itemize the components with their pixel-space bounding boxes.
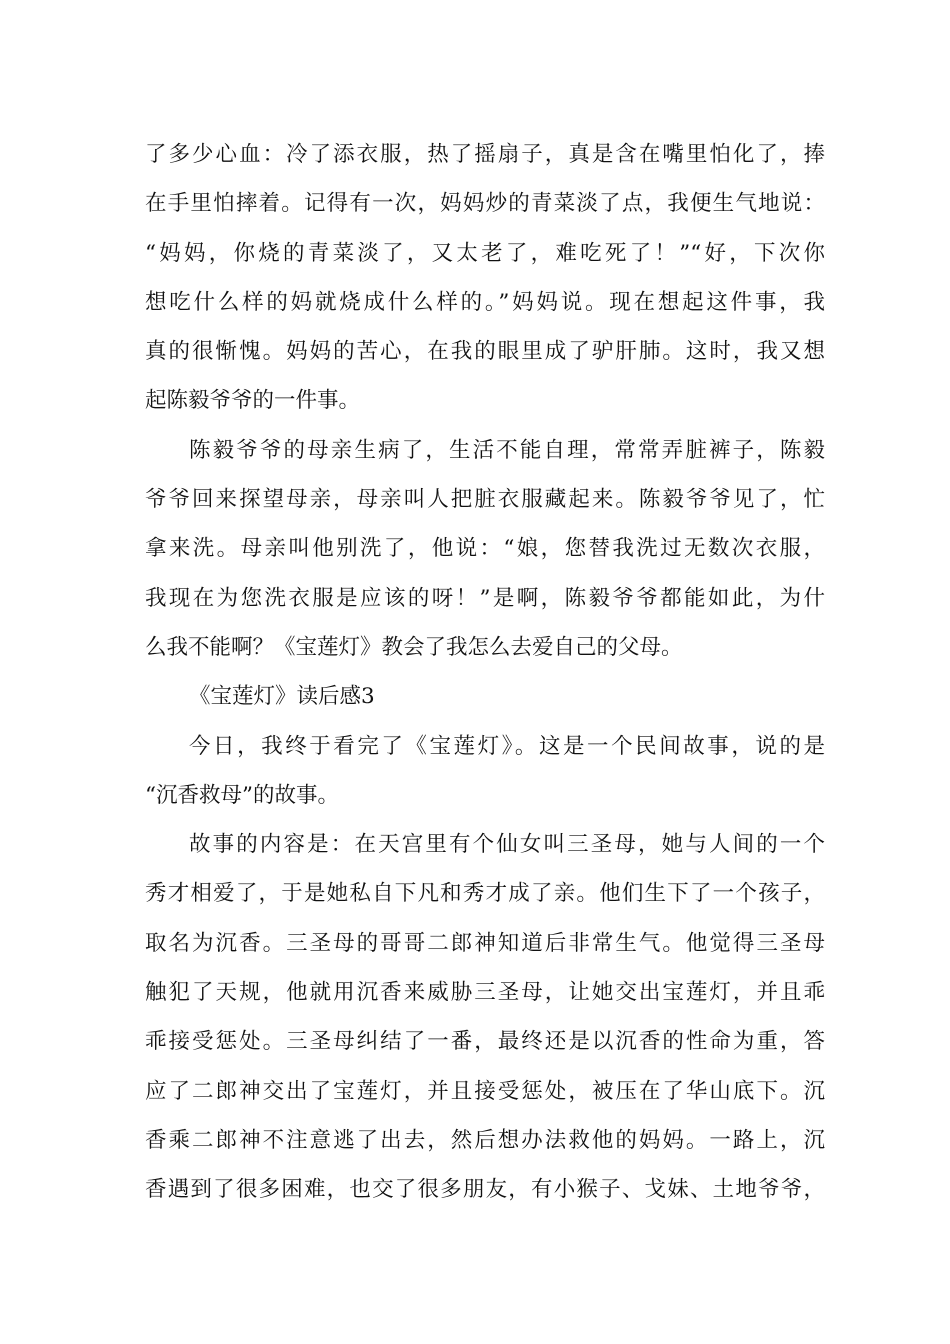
text-line: 香遇到了很多困难，也交了很多朋友，有小猴子、戈妹、土地爷爷， [145, 1177, 825, 1203]
text-line: “妈妈，你烧的青菜淡了，又太老了，难吃死了！”“好，下次你 [145, 240, 825, 266]
text-line: 么我不能啊？《宝莲灯》教会了我怎么去爱自己的父母。 [145, 634, 683, 660]
text-line: 香乘二郎神不注意逃了出去，然后想办法救他的妈妈。一路上，沉 [145, 1127, 825, 1153]
text-line: 了多少心血：冷了添衣服，热了摇扇子，真是含在嘴里怕化了，捧 [145, 142, 825, 167]
paragraph-first-line: 陈毅爷爷的母亲生病了，生活不能自理，常常弄脏裤子，陈毅 [189, 437, 825, 463]
text-line: 在手里怕摔着。记得有一次，妈妈炒的青菜淡了点，我便生气地说： [145, 191, 825, 217]
text-line: “沉香救母”的故事。 [145, 782, 339, 808]
text-line: 起陈毅爷爷的一件事。 [145, 388, 361, 414]
text-line: 我现在为您洗衣服是应该的呀！”是啊，陈毅爷爷都能如此，为什 [145, 585, 825, 611]
text-line: 秀才相爱了，于是她私自下凡和秀才成了亲。他们生下了一个孩子， [145, 881, 825, 907]
text-line: 乖接受惩处。三圣母纠结了一番，最终还是以沉香的性命为重，答 [145, 1029, 825, 1055]
text-line: 触犯了天规，他就用沉香来威胁三圣母，让她交出宝莲灯，并且乖 [145, 980, 825, 1006]
text-line: 真的很惭愧。妈妈的苦心，在我的眼里成了驴肝肺。这时，我又想 [145, 339, 825, 365]
text-line: 取名为沉香。三圣母的哥哥二郎神知道后非常生气。他觉得三圣母 [145, 930, 825, 956]
text-line: 拿来洗。母亲叫他别洗了，他说：“娘，您替我洗过无数次衣服， [145, 536, 825, 562]
section-heading: 《宝莲灯》读后感3 [189, 684, 375, 710]
paragraph-first-line: 今日，我终于看完了《宝莲灯》。这是一个民间故事，说的是 [189, 733, 825, 759]
paragraph-first-line: 故事的内容是：在天宫里有个仙女叫三圣母，她与人间的一个 [189, 832, 825, 858]
document-body [145, 130, 825, 1215]
text-line: 应了二郎神交出了宝莲灯，并且接受惩处，被压在了华山底下。沉 [145, 1078, 825, 1104]
text-line: 想吃什么样的妈就烧成什么样的。”妈妈说。现在想起这件事，我 [145, 289, 825, 315]
text-line: 爷爷回来探望母亲，母亲叫人把脏衣服藏起来。陈毅爷爷见了，忙 [145, 487, 825, 513]
